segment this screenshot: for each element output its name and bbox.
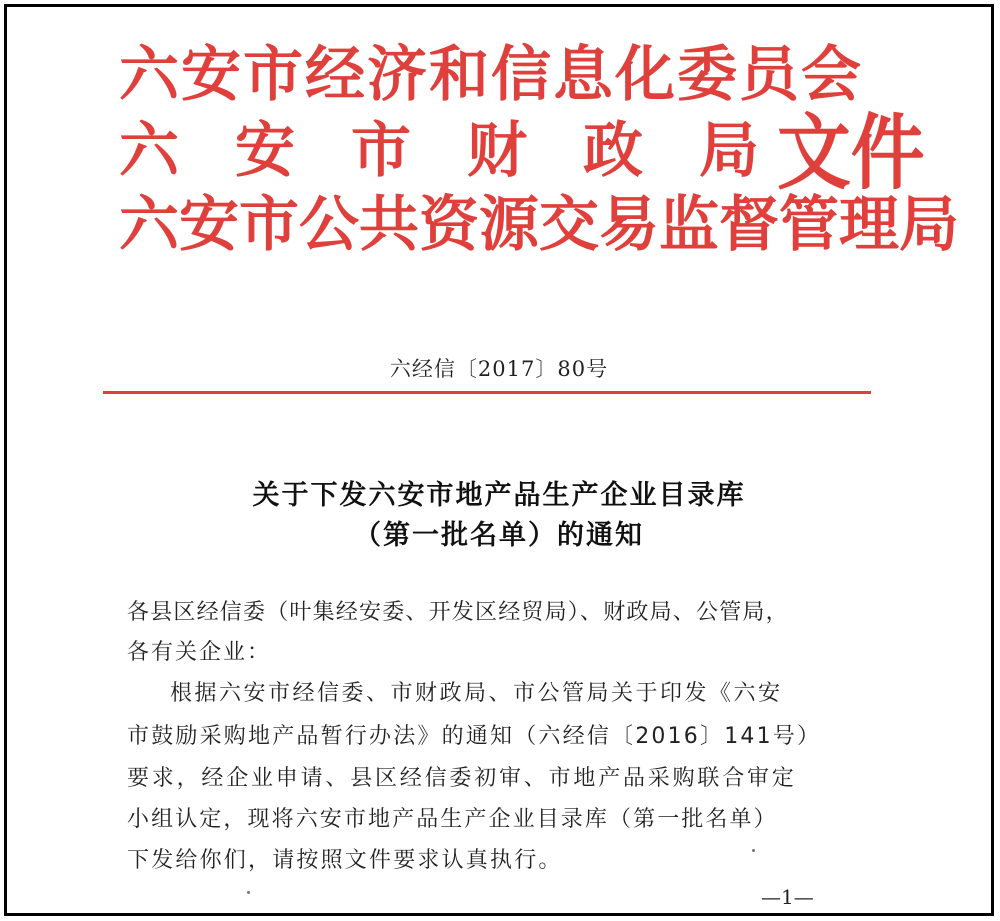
issuer-3: 六安市公共资源交易监督管理局: [119, 190, 959, 260]
body-line: 下发给你们，请按照文件要求认真执行。: [127, 848, 563, 873]
issuer-2-char: 安: [235, 116, 295, 186]
issuer-2-char: 市: [351, 116, 411, 186]
body-line: 小组认定，现将六安市地产品生产企业目录库（第一批名单）: [127, 807, 778, 832]
red-header: [7, 7, 991, 267]
issuer-2-char: 局: [699, 116, 759, 186]
issuer-2-char: 政: [583, 116, 643, 186]
issuer-2-char: 财: [467, 116, 527, 186]
document-number: 六经信〔2017〕80号: [389, 357, 609, 381]
body-line: 各有关企业：: [127, 640, 272, 665]
body-line: 根据六安市经信委、市财政局、市公管局关于印发《六安: [170, 681, 783, 706]
scan-speck: [247, 891, 250, 894]
doc-type-label: 文件: [777, 105, 925, 201]
document-title-line-2: （第一批名单）的通知: [354, 520, 644, 551]
issuer-2: [119, 116, 759, 186]
document-title-line-1: 关于下发六安市地产品生产企业目录库: [252, 480, 746, 511]
scan-speck: [752, 849, 755, 852]
issuer-2-char: 六: [119, 116, 179, 186]
red-divider: [103, 391, 871, 394]
body-line: 市鼓励采购地产品暂行办法》的通知（六经信〔2016〕141号）: [127, 724, 822, 749]
document-page: [4, 4, 994, 916]
page-number: —1—: [761, 885, 814, 909]
issuer-1: 六安市经济和信息化委员会: [119, 40, 863, 110]
body-line: 要求，经企业申请、县区经信委初审、市地产品采购联合审定: [127, 766, 797, 791]
body-line: 各县区经信委（叶集经安委、开发区经贸局）、财政局、公管局，: [127, 600, 789, 625]
